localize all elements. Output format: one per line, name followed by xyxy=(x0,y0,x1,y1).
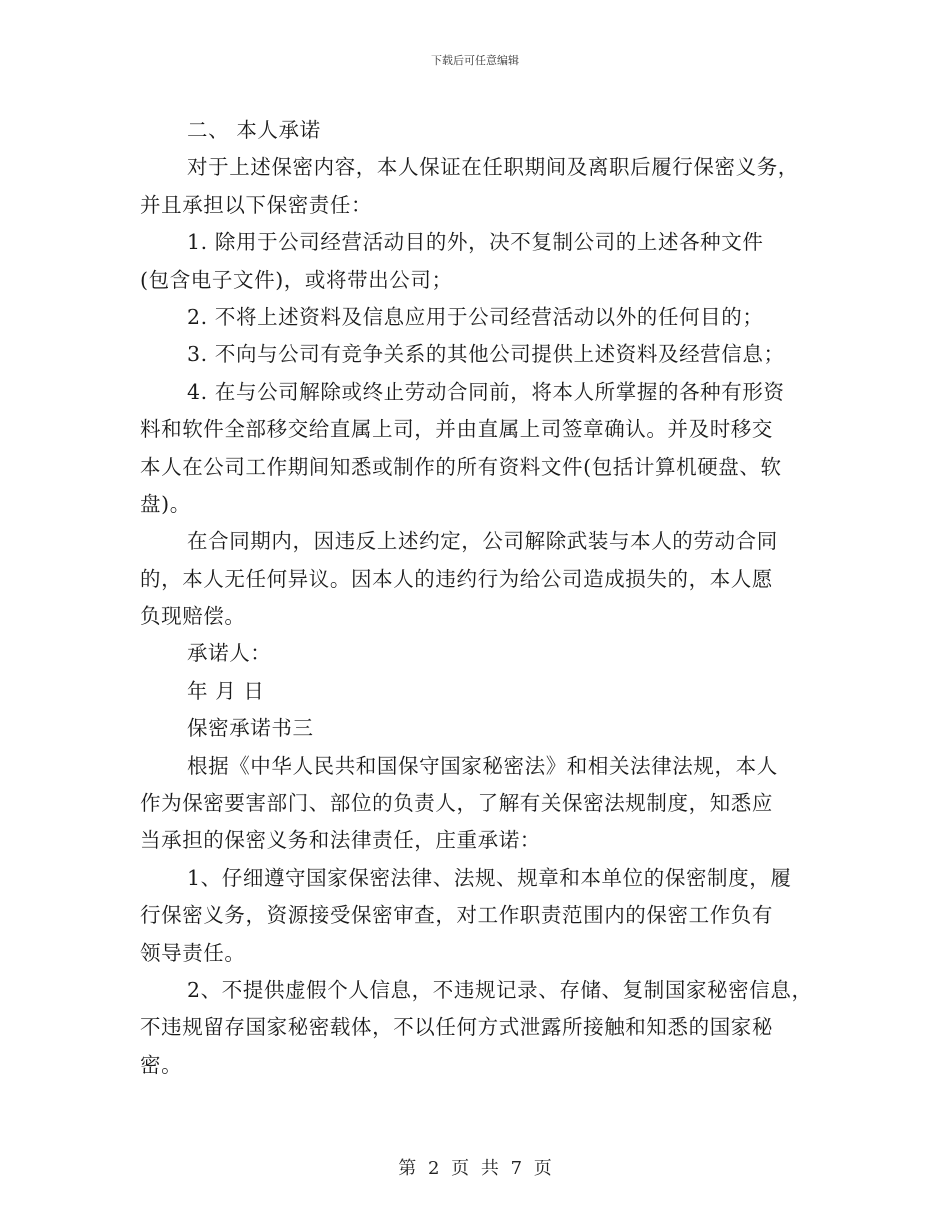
text-line: 当承担的保密义务和法律责任，庄重承诺： xyxy=(140,828,541,853)
text-line: 作为保密要害部门、部位的负责人，了解有关保密法规制度，知悉应 xyxy=(140,791,773,816)
text-line: 3. 不向与公司有竞争关系的其他公司提供上述资料及经营信息； xyxy=(187,342,785,367)
text-line: 二、 本人承诺 xyxy=(187,118,321,142)
text-line: 1、仔细遵守国家保密法律、法规、规章和本单位的保密制度，履 xyxy=(187,865,792,890)
document-body xyxy=(140,112,820,1084)
text-line: 1. 除用于公司经营活动目的外，决不复制公司的上述各种文件 xyxy=(187,230,764,255)
text-line: 2、不提供虚假个人信息，不违规记录、存储、复制国家秘密信息， xyxy=(187,977,813,1002)
text-line: 承诺人： xyxy=(187,641,272,666)
text-line: 对于上述保密内容，本人保证在任职期间及离职后履行保密义务， xyxy=(187,155,799,180)
text-line: (包含电子文件)，或将带出公司； xyxy=(140,267,453,292)
text-line: 领导责任。 xyxy=(140,940,246,965)
text-line: 4. 在与公司解除或终止劳动合同前，将本人所掌握的各种有形资 xyxy=(187,379,785,404)
text-line: 年 月 日 xyxy=(187,678,265,703)
text-line: 2. 不将上述资料及信息应用于公司经营活动以外的任何目的； xyxy=(187,304,764,329)
text-line: 本人在公司工作期间知悉或制作的所有资料文件(包括计算机硬盘、软 xyxy=(140,454,782,479)
text-line: 并且承担以下保密责任： xyxy=(140,192,373,217)
text-line: 盘)。 xyxy=(140,491,191,516)
text-line: 根据《中华人民共和国保守国家秘密法》和相关法律法规，本人 xyxy=(187,753,778,778)
text-line: 负现赔偿。 xyxy=(140,604,246,629)
text-line: 料和软件全部移交给直属上司，并由直属上司签章确认。并及时移交 xyxy=(140,417,773,442)
text-line: 不违规留存国家秘密载体，不以任何方式泄露所接触和知悉的国家秘 xyxy=(140,1015,773,1040)
text-line: 密。 xyxy=(140,1052,183,1077)
text-line: 的，本人无任何异议。因本人的违约行为给公司造成损失的，本人愿 xyxy=(140,566,773,591)
page-number: 第 2 页 共 7 页 xyxy=(398,1158,552,1179)
page-header: 下载后可任意编辑 xyxy=(431,54,519,67)
text-line: 行保密义务，资源接受保密审查，对工作职责范围内的保密工作负有 xyxy=(140,903,773,928)
text-line: 在合同期内，因违反上述约定，公司解除武装与本人的劳动合同 xyxy=(187,529,778,554)
text-line: 保密承诺书三 xyxy=(187,716,314,741)
